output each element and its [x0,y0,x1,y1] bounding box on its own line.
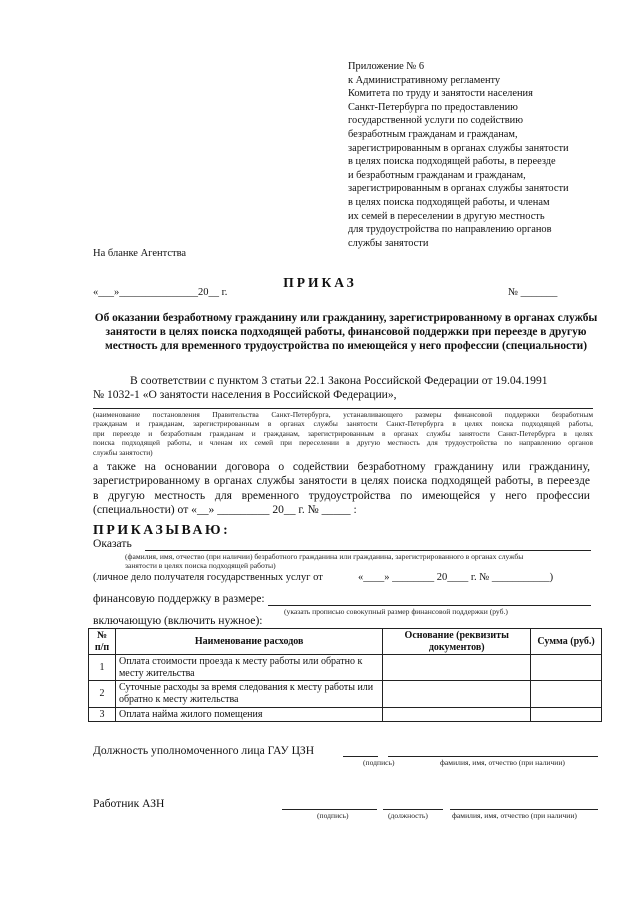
recipient-note-1: (фамилия, имя, отчество (при наличии) безработного гражданина или гражданина, зарегистрированного в органах службы [125,552,524,561]
basis-continuation [93,460,590,517]
order-number: № _______ [508,287,558,298]
row-name: Оплата стоимости проезда к месту работы или обратно к месту жительства [115,655,382,681]
appendix-block [348,60,569,250]
row-num: 3 [89,707,116,722]
appendix-line: зарегистрированным в органах службы занятости [348,142,569,154]
worker-label: Работник АЗН [93,797,165,810]
case-date: «____» ________ 20____ г. № ___________) [358,572,554,583]
row-name: Суточные расходы за время следования к месту работы или обратно к месту жительства [115,681,382,707]
expenses-table [88,628,602,722]
appendix-line: Комитета по труду и занятости населения [348,88,533,100]
case-label: (личное дело получателя государственных услуг от [93,572,323,583]
col-header-basis: Основание (реквизиты документов) [383,629,531,655]
official-name-line [388,756,598,757]
appendix-line: к Административному регламенту [348,74,501,86]
official-sign-line [343,756,378,757]
order-subject: Об оказании безработному гражданину или гражданину, зарегистрированному в органах службы занятости в целях поиска подходящей работы, финансовой поддержки при переезде в другую местность для временного трудоустройства по имеющейся у него профессии (специальности) [94,312,598,352]
basis-note-line: гражданам и гражданам, зарегистрированным в органах службы занятости Санкт-Петербурга в целях поиска подходящей работы, [93,419,593,429]
appendix-line: в целях поиска подходящей работы, в переезде [348,156,556,168]
recipient-name-line [145,550,591,551]
col-header-sum: Сумма (руб.) [531,629,602,655]
table-row [89,655,602,681]
worker-sign-line [282,809,377,810]
row-basis-cell[interactable] [383,681,531,707]
appendix-line: для трудоустройства по направлению органов [348,224,552,236]
basis-note [93,410,593,457]
basis-note-line: службы занятости) [93,447,153,457]
row-basis-cell[interactable] [383,655,531,681]
row-sum-cell[interactable] [531,655,602,681]
basis-note-line: поиска подходящей работы, и членам их семей при переселении в другую местность для трудоустройства по направлению органов [93,438,593,448]
basis-note-line: при переезде и безработным гражданам и гражданам, зарегистрированным в органах службы занятости Санкт-Петербурга в целях [93,428,593,438]
official-name-caption: фамилия, имя, отчество (при наличии) [440,758,565,767]
row-sum-cell[interactable] [531,707,602,722]
basis-line-2: № 1032-1 «О занятости населения в Российской Федерации», [93,388,397,401]
worker-position-caption: (должность) [388,811,428,820]
appendix-line: и безработным гражданам и гражданам, [348,169,526,181]
appendix-line: Приложение № 6 [348,61,425,72]
appendix-line: зарегистрированным в органах службы занятости [348,183,569,195]
support-note: (указать прописью совокупный размер финансовой поддержки (руб.) [284,607,508,616]
worker-position-line [383,809,443,810]
col-header-name: Наименование расходов [115,629,382,655]
basis-cont-line: а также на основании договора о содействии безработному гражданину или гражданину, [93,460,590,473]
row-sum-cell[interactable] [531,681,602,707]
appendix-line: Санкт-Петербурга по предоставлению [348,101,518,113]
worker-name-caption: фамилия, имя, отчество (при наличии) [452,811,577,820]
support-amount-line [268,605,591,606]
table-row [89,707,602,722]
col-header-num: № п/п [89,629,116,655]
official-sign-caption: (подпись) [363,758,395,767]
basis-cont-line: (специальности) от «__» _________ 20__ г. № _____ : [93,502,357,516]
letterhead-note: На бланке Агентства [93,248,187,259]
row-num: 1 [89,655,116,681]
support-label: финансовую поддержку в размере: [93,592,265,605]
basis-cont-line: зарегистрированному в органах службы занятости в целях поиска подходящей работы, в переезде [93,474,590,488]
including-label: включающую (включить нужное): [93,614,263,627]
official-label: Должность уполномоченного лица ГАУ ЦЗН [93,744,315,757]
basis-cont-line: в другую местность для временного трудоустройства по имеющейся у него профессии [93,488,590,502]
worker-sign-caption: (подпись) [317,811,349,820]
basis-note-line: (наименование постановления Правительства Санкт-Петербурга, устанавливающего размеры финансовой поддержки безработным [93,410,593,419]
recipient-note-2: занятости в целях поиска подходящей работы) [125,561,276,570]
appendix-line: службы занятости [348,237,429,249]
basis-line-1: В соответствии с пунктом 3 статьи 22.1 Закона Российской Федерации от 19.04.1991 [130,374,548,387]
appendix-line: в целях поиска подходящей работы, и членам [348,196,550,208]
provide-label: Оказать [93,537,132,550]
basis-fill-line [93,408,593,409]
appendix-line: их семей в переселении в другую местность [348,210,545,222]
row-name: Оплата найма жилого помещения [115,707,382,722]
table-row [89,681,602,707]
order-heading: ПРИКАЗЫВАЮ: [93,522,231,537]
order-date: «___»_______________20__ г. [93,287,228,298]
appendix-line: государственной услуги по содействию [348,115,523,127]
row-basis-cell[interactable] [383,707,531,722]
table-header-row [89,629,602,655]
appendix-line: безработным гражданам и гражданам, [348,128,518,140]
document-title: ПРИКАЗ [283,275,357,290]
worker-name-line [450,809,598,810]
row-num: 2 [89,681,116,707]
